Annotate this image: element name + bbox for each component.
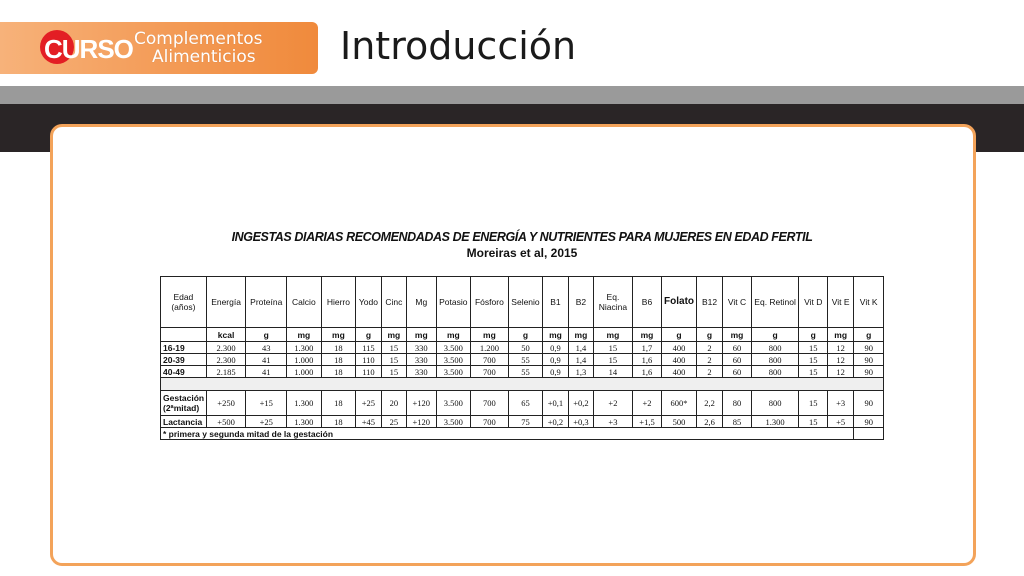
value-cell: 1.300 [751, 416, 799, 428]
header-cell: Vit D [799, 277, 827, 328]
header-cell: B1 [543, 277, 568, 328]
table-title: INGESTAS DIARIAS RECOMENDADAS DE ENERGÍA Y NUTRIENTES PARA MUJERES EN EDAD FERTIL [231, 230, 813, 244]
value-cell: 115 [356, 342, 381, 354]
value-cell: 400 [662, 342, 697, 354]
unit-cell: mg [471, 328, 509, 342]
value-cell: 15 [381, 342, 406, 354]
value-cell: 14 [594, 366, 633, 378]
value-cell: 400 [662, 366, 697, 378]
value-cell: 1.300 [287, 342, 322, 354]
value-cell: 15 [799, 354, 827, 366]
units-row [161, 328, 884, 342]
unit-cell: g [799, 328, 827, 342]
table-row [161, 354, 884, 366]
header-cell: Yodo [356, 277, 381, 328]
page-title: Introducción [340, 24, 577, 68]
unit-cell: g [246, 328, 287, 342]
value-cell: 2.185 [206, 366, 246, 378]
value-cell: 12 [827, 366, 853, 378]
value-cell: +25 [246, 416, 287, 428]
unit-cell [161, 328, 207, 342]
value-cell: 600* [662, 391, 697, 416]
header-cell: Vit E [827, 277, 853, 328]
value-cell: 55 [508, 354, 543, 366]
value-cell: 330 [407, 366, 436, 378]
value-cell: +5 [827, 416, 853, 428]
logo-line1: Complementos [134, 29, 263, 49]
value-cell: +500 [206, 416, 246, 428]
value-cell: 90 [854, 342, 884, 354]
value-cell: 700 [471, 391, 509, 416]
value-cell: 1.300 [287, 416, 322, 428]
value-cell: 60 [723, 342, 751, 354]
spacer-row [161, 378, 884, 391]
value-cell: 90 [854, 391, 884, 416]
value-cell: 1,4 [568, 342, 593, 354]
value-cell: +1,5 [632, 416, 661, 428]
table-row [161, 342, 884, 354]
value-cell: 50 [508, 342, 543, 354]
value-cell: +2 [632, 391, 661, 416]
header-row [161, 277, 884, 328]
unit-cell: g [508, 328, 543, 342]
value-cell: 800 [751, 391, 799, 416]
value-cell: 1.000 [287, 366, 322, 378]
unit-cell: g [696, 328, 722, 342]
header-cell: Proteína [246, 277, 287, 328]
unit-cell: mg [594, 328, 633, 342]
value-cell: 85 [723, 416, 751, 428]
unit-cell: g [662, 328, 697, 342]
value-cell: 800 [751, 366, 799, 378]
value-cell: 330 [407, 342, 436, 354]
value-cell: +15 [246, 391, 287, 416]
value-cell: +0,1 [543, 391, 568, 416]
value-cell: +0,2 [568, 391, 593, 416]
value-cell: 90 [854, 416, 884, 428]
header-cell: Eq. Niacina [594, 277, 633, 328]
row-label-cell: 40-49 [161, 366, 207, 378]
header-cell: Vit C [723, 277, 751, 328]
header-cell: Vit K [854, 277, 884, 328]
value-cell: +0,2 [543, 416, 568, 428]
value-cell: 15 [799, 342, 827, 354]
value-cell: 18 [321, 342, 356, 354]
value-cell: 15 [799, 416, 827, 428]
value-cell: 3.500 [436, 366, 471, 378]
value-cell: 60 [723, 354, 751, 366]
header-cell: Edad (años) [161, 277, 207, 328]
unit-cell: mg [436, 328, 471, 342]
value-cell: 15 [799, 366, 827, 378]
value-cell: 15 [594, 342, 633, 354]
value-cell: 15 [799, 391, 827, 416]
value-cell: 2 [696, 342, 722, 354]
value-cell: 25 [381, 416, 406, 428]
unit-cell: g [356, 328, 381, 342]
table-row [161, 366, 884, 378]
value-cell: 43 [246, 342, 287, 354]
value-cell: 15 [381, 354, 406, 366]
value-cell: 18 [321, 391, 356, 416]
logo-curso [44, 34, 133, 65]
unit-cell: mg [827, 328, 853, 342]
value-cell: 1,4 [568, 354, 593, 366]
unit-cell: mg [407, 328, 436, 342]
header-cell: Selenio [508, 277, 543, 328]
header-gray-bar [0, 86, 1024, 104]
spacer-cell [161, 378, 884, 391]
rows-group-b [161, 391, 884, 428]
value-cell: 2 [696, 366, 722, 378]
value-cell: 3.500 [436, 391, 471, 416]
table-row [161, 416, 884, 428]
value-cell: 1,6 [632, 354, 661, 366]
value-cell: 1,7 [632, 342, 661, 354]
unit-cell: mg [543, 328, 568, 342]
header-cell: Hierro [321, 277, 356, 328]
value-cell: 1,3 [568, 366, 593, 378]
unit-cell: mg [632, 328, 661, 342]
value-cell: 12 [827, 342, 853, 354]
unit-cell: g [751, 328, 799, 342]
value-cell: 500 [662, 416, 697, 428]
footnote-empty-cell [854, 428, 884, 440]
row-label-cell: 20-39 [161, 354, 207, 366]
value-cell: 3.500 [436, 354, 471, 366]
unit-cell: mg [568, 328, 593, 342]
value-cell: 2 [696, 354, 722, 366]
value-cell: 1.000 [287, 354, 322, 366]
value-cell: 2.300 [206, 342, 246, 354]
value-cell: 18 [321, 366, 356, 378]
header-cell: Fósforo [471, 277, 509, 328]
value-cell: 0,9 [543, 354, 568, 366]
value-cell: 90 [854, 354, 884, 366]
value-cell: 800 [751, 354, 799, 366]
header-cell: Calcio [287, 277, 322, 328]
row-label-cell: Lactancia [161, 416, 207, 428]
header-cell: Eq. Retinol [751, 277, 799, 328]
value-cell: 18 [321, 354, 356, 366]
value-cell: 0,9 [543, 366, 568, 378]
value-cell: 20 [381, 391, 406, 416]
value-cell: 41 [246, 354, 287, 366]
value-cell: +120 [407, 391, 436, 416]
row-label-cell: 16-19 [161, 342, 207, 354]
value-cell: +0,3 [568, 416, 593, 428]
table-subtitle: Moreiras et al, 2015 [466, 246, 578, 260]
unit-cell: mg [321, 328, 356, 342]
header-cell: Cinc [381, 277, 406, 328]
value-cell: 15 [594, 354, 633, 366]
value-cell: 700 [471, 354, 509, 366]
value-cell: 400 [662, 354, 697, 366]
value-cell: 1.200 [471, 342, 509, 354]
unit-cell: kcal [206, 328, 246, 342]
logo-line2: Alimenticios [152, 47, 256, 67]
logo-subtitle [134, 30, 263, 66]
value-cell: +3 [827, 391, 853, 416]
value-cell: 1.300 [287, 391, 322, 416]
header-cell: B6 [632, 277, 661, 328]
value-cell: 2,6 [696, 416, 722, 428]
value-cell: 3.500 [436, 342, 471, 354]
value-cell: +2 [594, 391, 633, 416]
value-cell: 3.500 [436, 416, 471, 428]
row-label-cell: Gestación (2ªmitad) [161, 391, 207, 416]
value-cell: +120 [407, 416, 436, 428]
value-cell: 80 [723, 391, 751, 416]
header-cell: Energía [206, 277, 246, 328]
value-cell: +45 [356, 416, 381, 428]
value-cell: 18 [321, 416, 356, 428]
nutrient-table [160, 276, 884, 440]
value-cell: 41 [246, 366, 287, 378]
value-cell: 15 [381, 366, 406, 378]
value-cell: 700 [471, 416, 509, 428]
footnote-cell: * primera y segunda mitad de la gestación [161, 428, 854, 440]
value-cell: 90 [854, 366, 884, 378]
footnote-row [161, 428, 884, 440]
header-cell: Mg [407, 277, 436, 328]
unit-cell: mg [381, 328, 406, 342]
table-row [161, 391, 884, 416]
value-cell: 0,9 [543, 342, 568, 354]
value-cell: 1,6 [632, 366, 661, 378]
header-cell: Folato [662, 277, 697, 328]
value-cell: +25 [356, 391, 381, 416]
logo-letter-c: C [44, 34, 62, 64]
value-cell: 800 [751, 342, 799, 354]
unit-cell: mg [287, 328, 322, 342]
value-cell: 12 [827, 354, 853, 366]
value-cell: 2,2 [696, 391, 722, 416]
value-cell: +250 [206, 391, 246, 416]
header-cell: B2 [568, 277, 593, 328]
value-cell: 65 [508, 391, 543, 416]
unit-cell: mg [723, 328, 751, 342]
value-cell: 60 [723, 366, 751, 378]
value-cell: 330 [407, 354, 436, 366]
logo-letters-rest: URSO [61, 34, 133, 64]
value-cell: 75 [508, 416, 543, 428]
value-cell: 110 [356, 366, 381, 378]
value-cell: 110 [356, 354, 381, 366]
header-cell: Potasio [436, 277, 471, 328]
value-cell: 55 [508, 366, 543, 378]
rows-group-a [161, 342, 884, 378]
unit-cell: g [854, 328, 884, 342]
value-cell: 700 [471, 366, 509, 378]
header-cell: B12 [696, 277, 722, 328]
value-cell: 2.300 [206, 354, 246, 366]
value-cell: +3 [594, 416, 633, 428]
